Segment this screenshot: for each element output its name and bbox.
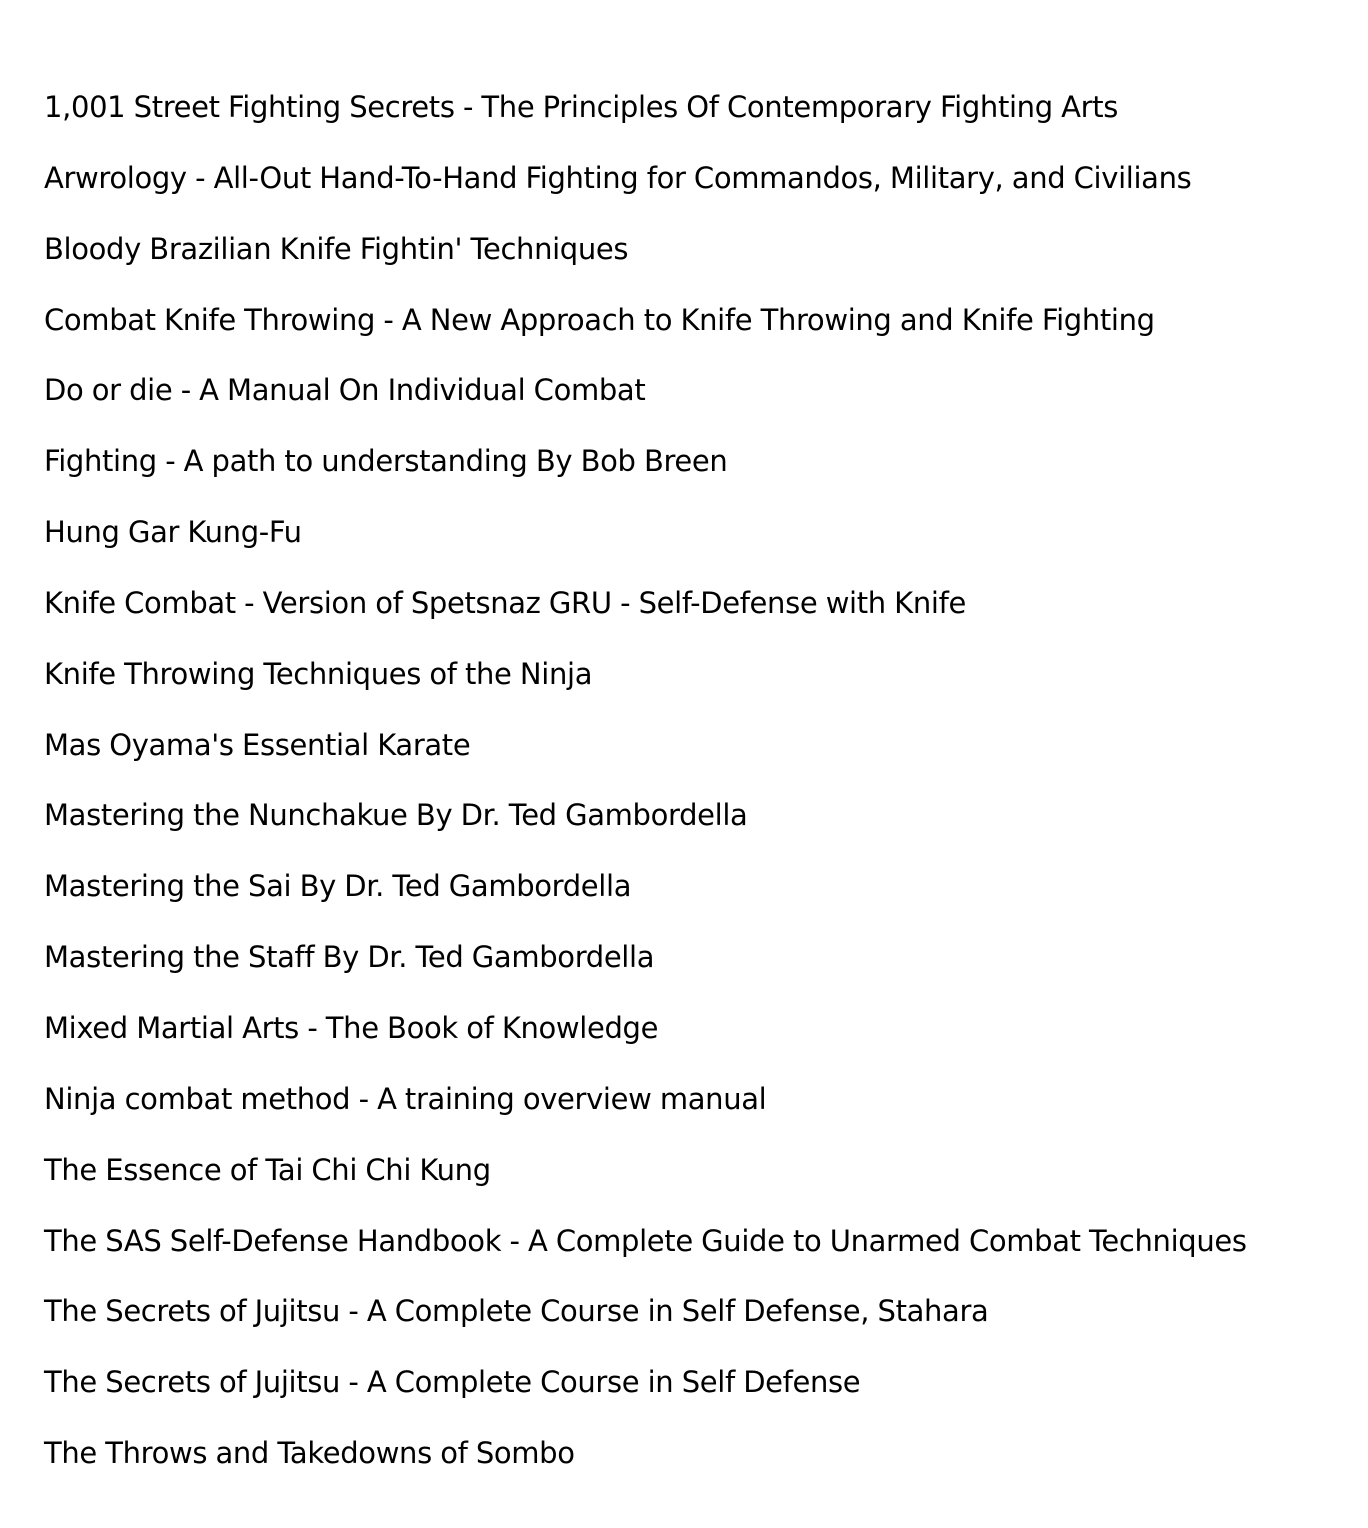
book-title: Fighting - A path to understanding By Bob Breen <box>44 444 728 479</box>
book-title: The Essence of Tai Chi Chi Kung <box>44 1152 491 1187</box>
book-title: The Secrets of Jujitsu - A Complete Course in Self Defense, Stahara <box>44 1294 989 1329</box>
book-title: Mastering the Sai By Dr. Ted Gambordella <box>44 869 632 904</box>
book-title: The SAS Self-Defense Handbook - A Complete Guide to Unarmed Combat Techniques <box>44 1223 1247 1258</box>
book-title: The Secrets of Jujitsu - A Complete Course in Self Defense <box>44 1365 861 1400</box>
book-title: Bloody Brazilian Knife Fightin' Techniques <box>44 231 629 266</box>
book-title: Do or die - A Manual On Individual Combat <box>44 373 646 408</box>
book-title-list <box>44 87 1354 1504</box>
book-title: Knife Combat - Version of Spetsnaz GRU - Self-Defense with Knife <box>44 585 966 620</box>
book-title: Combat Knife Throwing - A New Approach to Knife Throwing and Knife Fighting <box>44 302 1155 337</box>
book-title: 1,001 Street Fighting Secrets - The Principles Of Contemporary Fighting Arts <box>44 90 1118 124</box>
book-title: Mastering the Nunchakue By Dr. Ted Gambordella <box>44 798 748 833</box>
book-title: Mas Oyama's Essential Karate <box>44 727 471 762</box>
book-title: Hung Gar Kung-Fu <box>44 515 302 550</box>
book-title: The Throws and Takedowns of Sombo <box>44 1436 575 1471</box>
book-title: Mixed Martial Arts - The Book of Knowledge <box>44 1010 659 1045</box>
book-title: Arwrology - All-Out Hand-To-Hand Fighting for Commandos, Military, and Civilians <box>44 160 1192 195</box>
book-title: Knife Throwing Techniques of the Ninja <box>44 656 593 691</box>
book-title: Mastering the Staff By Dr. Ted Gambordella <box>44 940 655 975</box>
book-title: Ninja combat method - A training overview manual <box>44 1081 767 1116</box>
